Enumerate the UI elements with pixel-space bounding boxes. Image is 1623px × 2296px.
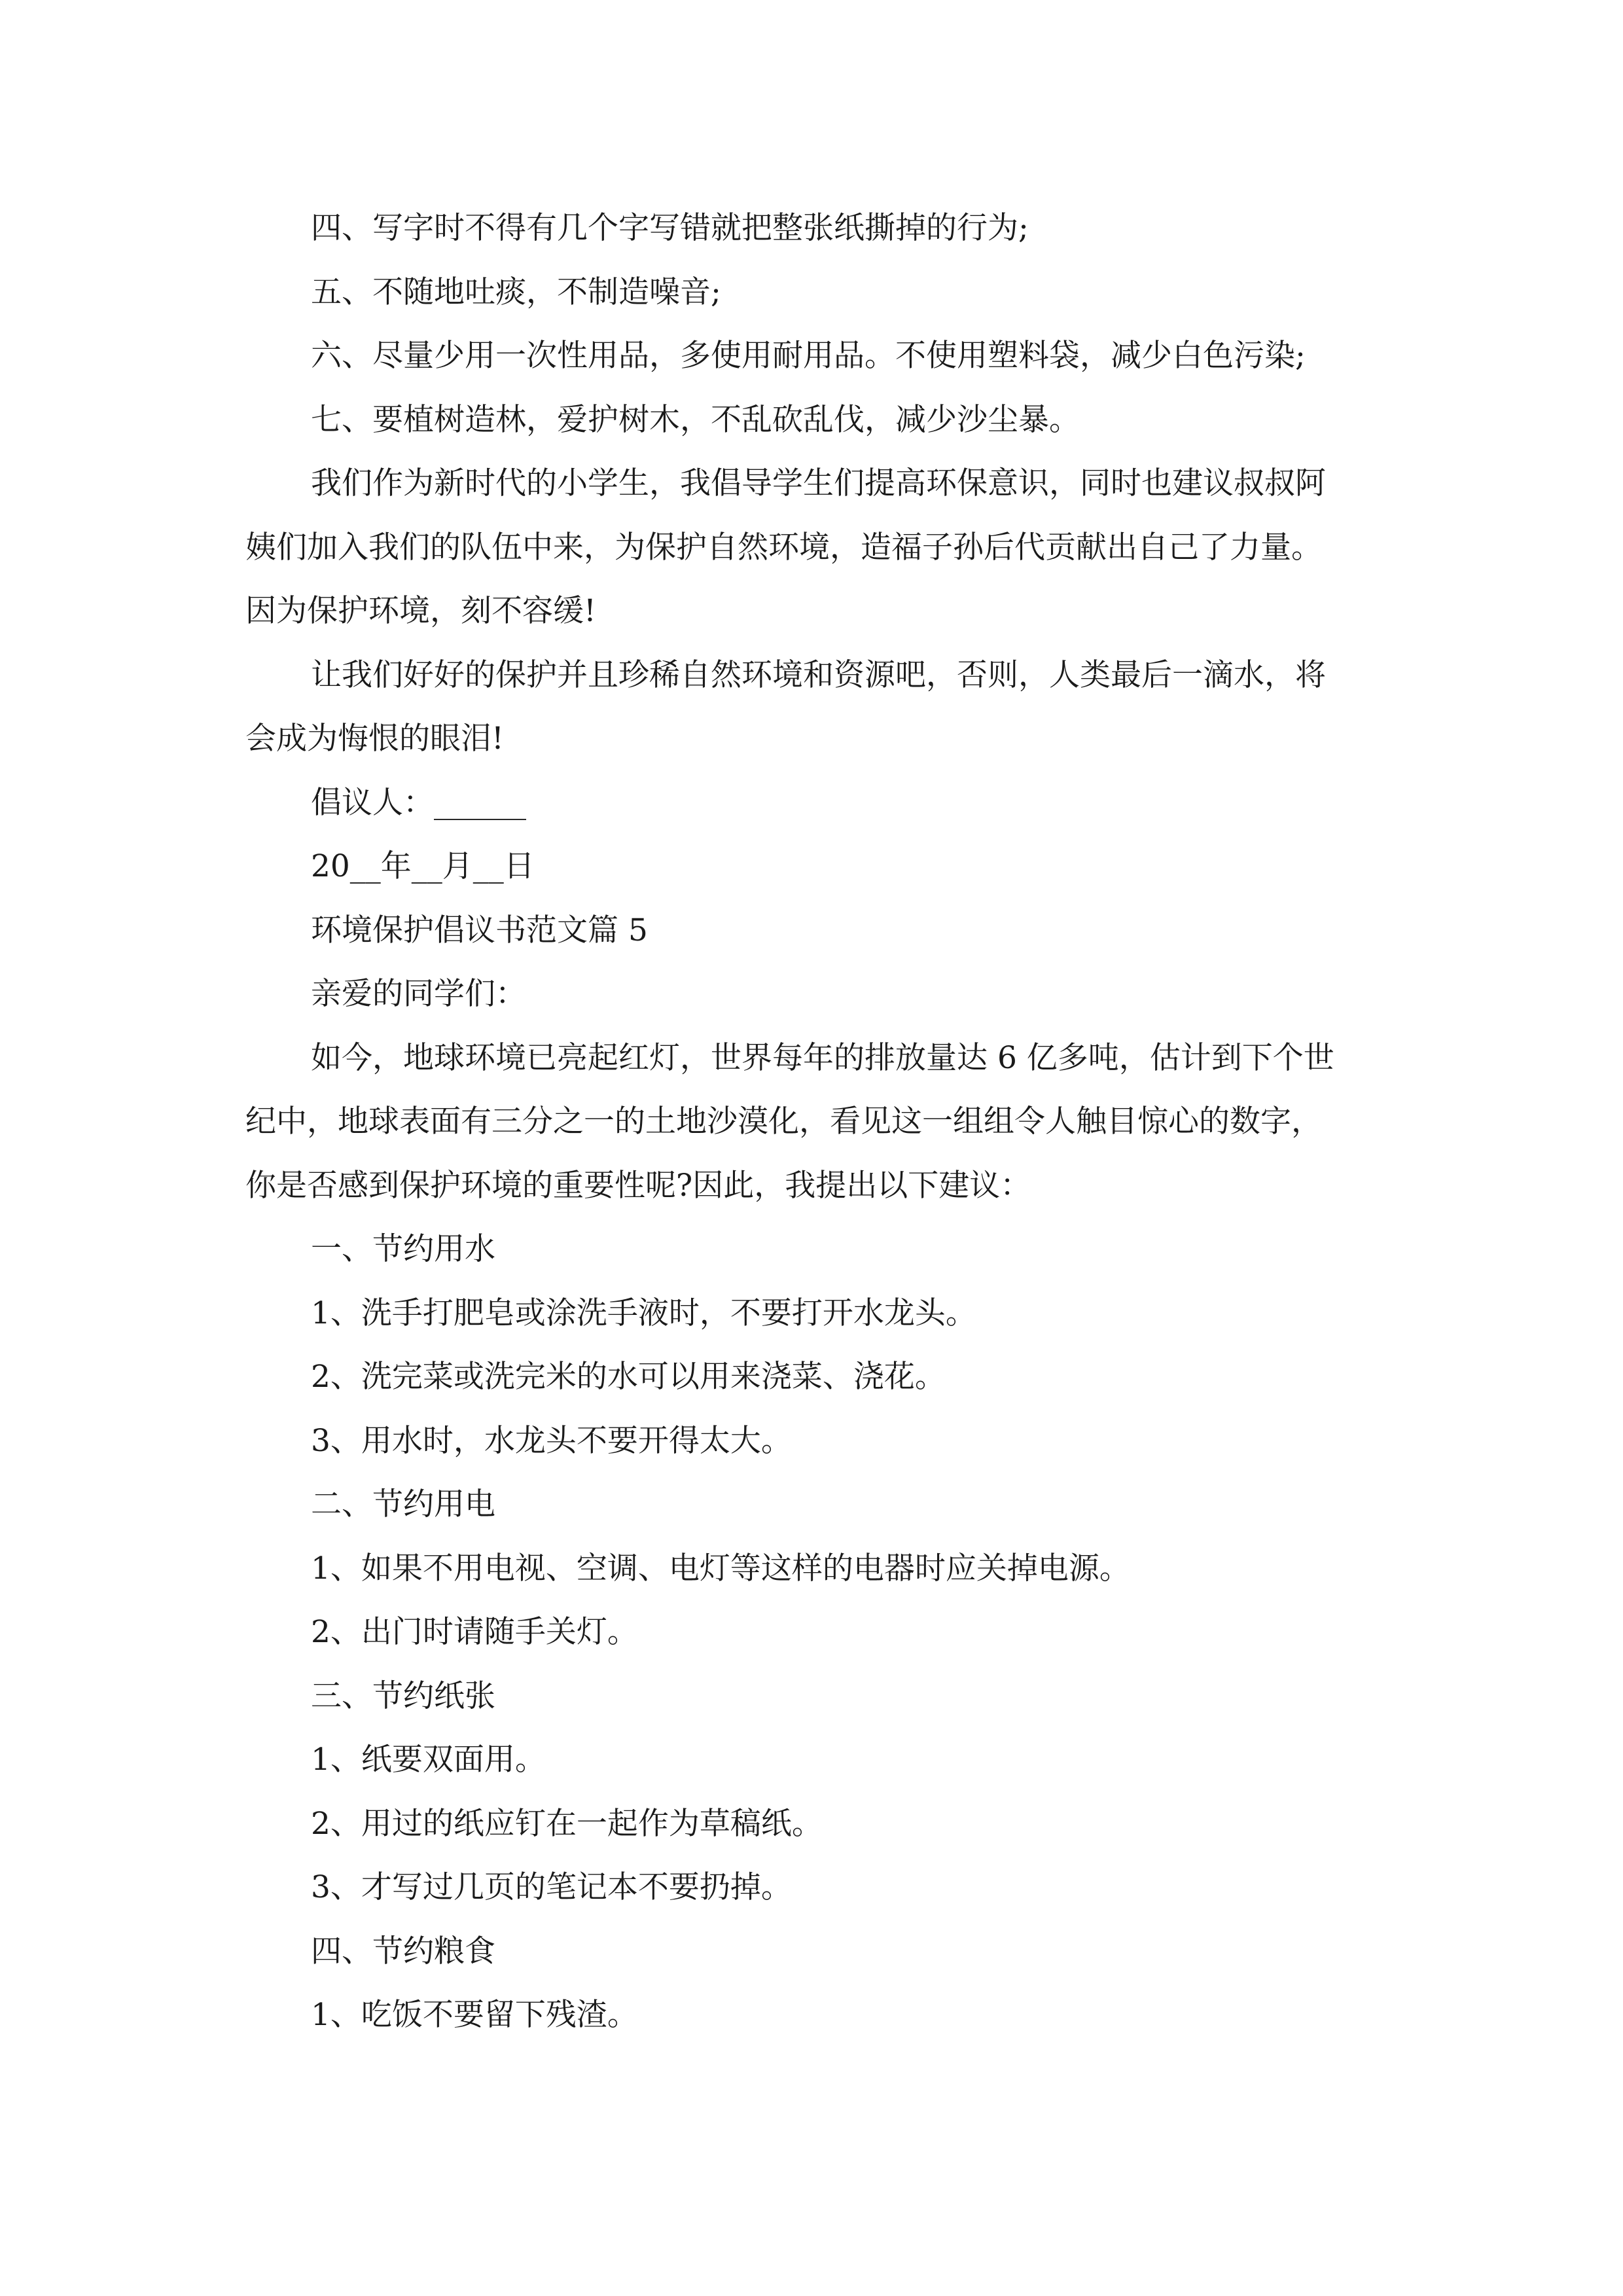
list-item: 五、不随地吐痰，不制造噪音;: [311, 274, 721, 310]
list-item: 2、用过的纸应钉在一起作为草稿纸。: [311, 1805, 823, 1842]
subsection-heading: 二、节约用电: [311, 1486, 495, 1522]
paragraph-line: 纪中，地球表面有三分之一的土地沙漠化，看见这一组组令人触目惊心的数字，: [245, 1103, 1322, 1139]
subsection-heading: 一、节约用水: [311, 1231, 495, 1267]
paragraph-line: 你是否感到保护环境的重要性呢?因此，我提出以下建议：: [245, 1167, 1031, 1204]
list-item: 1、洗手打肥皂或涂洗手液时，不要打开水龙头。: [311, 1295, 976, 1331]
list-item: 2、出门时请随手关灯。: [311, 1614, 638, 1650]
list-item: 2、洗完菜或洗完米的水可以用来浇菜、浇花。: [311, 1359, 946, 1395]
section-title: 环境保护倡议书范文篇 5: [311, 912, 648, 948]
paragraph-line: 我们作为新时代的小学生，我倡导学生们提高环保意识，同时也建议叔叔阿: [311, 465, 1326, 501]
list-item: 四、写字时不得有几个字写错就把整张纸撕掉的行为;: [311, 210, 1029, 246]
list-item: 3、才写过几页的笔记本不要扔掉。: [311, 1869, 792, 1905]
paragraph-line: 姨们加入我们的队伍中来，为保护自然环境，造福子孙后代贡献出自己了力量。: [245, 529, 1322, 565]
subsection-heading: 四、节约粮食: [311, 1933, 495, 1969]
paragraph-line: 因为保护环境，刻不容缓!: [245, 593, 596, 629]
paragraph-line: 如今，地球环境已亮起红灯，世界每年的排放量达 6 亿多吨，估计到下个世: [311, 1039, 1334, 1076]
list-item: 3、用水时，水龙头不要开得太大。: [311, 1422, 792, 1459]
signature-line: 倡议人：______: [311, 784, 526, 821]
subsection-heading: 三、节约纸张: [311, 1677, 495, 1714]
document-body: [245, 196, 1397, 2047]
list-item: 1、如果不用电视、空调、电灯等这样的电器时应关掉电源。: [311, 1550, 1130, 1587]
paragraph-line: 会成为悔恨的眼泪!: [245, 721, 504, 757]
list-item: 七、要植树造林，爱护树木，不乱砍乱伐，减少沙尘暴。: [311, 401, 1080, 438]
date-line: 20__年__月__日: [311, 848, 535, 884]
list-item: 1、纸要双面用。: [311, 1742, 546, 1778]
list-item: 六、尽量少用一次性用品，多使用耐用品。不使用塑料袋，减少白色污染;: [311, 338, 1306, 374]
list-item: 1、吃饭不要留下残渣。: [311, 1997, 638, 2033]
paragraph-line: 让我们好好的保护并且珍稀自然环境和资源吧，否则，人类最后一滴水，将: [311, 656, 1326, 693]
salutation: 亲爱的同学们：: [311, 976, 526, 1012]
